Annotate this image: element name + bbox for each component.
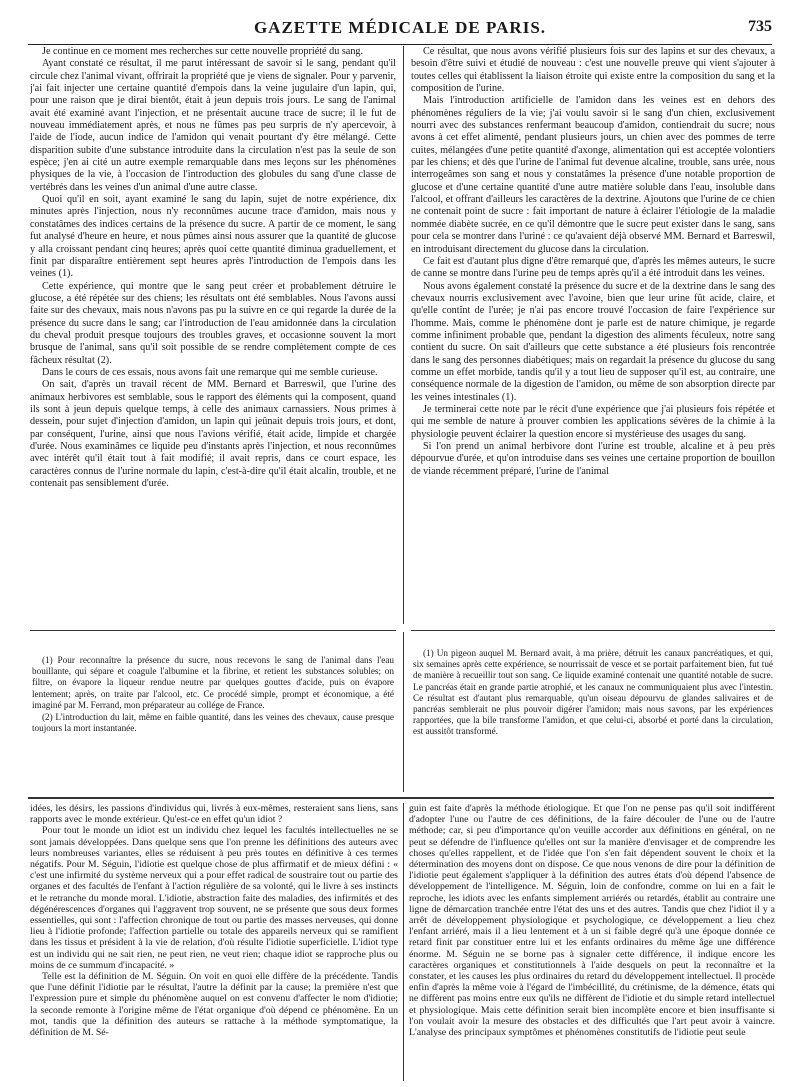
paragraph: Ce fait est d'autant plus digne d'être remarqué que, d'après les mêmes auteurs, le sucre de canne se montre dans l'urine peu de temps après qu'il a été introduit dans les veines. xyxy=(411,255,775,280)
footnote-rule-right xyxy=(411,630,775,631)
top-right-column xyxy=(411,46,775,624)
paragraph: Nous avons également constaté la présence du sucre et de la dextrine dans le sang des chevaux nourris exclusivement avec l'avoine, bien que leur urine fût acide, claire, et qu'elle contînt de l'urée; je n'ai pas encore trouvé l'occasion de faire l'expérience sur l'homme. Mais, comme le phénomène dont je parle est de nature chimique, je regarde comme infiniment probable que, pendant la digestion des aliments féculeux, notre sang contient du sucre. On sait d'ailleurs que cette substance a été plusieurs fois rencontrée dans le sang des personnes diabétiques; mais on regardait la présence du glucose du sang comme un effet morbide, tandis qu'il y a tout lieu de supposer qu'il est, au contraire, une conséquence normale de la digestion de l'amidon, ou même de son absorption directe par les veines intestinales (1). xyxy=(411,280,775,403)
paragraph: Cette expérience, qui montre que le sang peut créer et probablement détruire le glucose, a été répétée sur des chiens; les résultats ont été semblables. Nous l'avons aussi faite sur des chevaux, mais nous n'avons pas pu la suivre en ce qui regarde la durée de la présence du sucre dans le sang; car l'introduction de l'eau amidonnée dans la circulation du cheval produit presque toujours des troubles graves, et occasionne souvent la mort brusque de l'animal, sans qu'il soit possible de se rendre complètement compte de ces fâcheux résultat (2). xyxy=(30,280,396,366)
footnote: (2) L'introduction du lait, même en faible quantité, dans les veines des chevaux, cause presque toujours la mort instantanée. xyxy=(32,712,394,734)
column-divider-bottom xyxy=(403,803,404,1081)
paragraph: Pour tout le monde un idiot est un individu chez lequel les facultés intellectuelles ne se sont jamais développées. Dans quelque sens que l'on prenne les définitions des auteurs avec leurs nombreuses variantes, elles se réduisent à peu près toutes en définitive à ces termes négatifs. Pour M. Séguin, l'idiotie est quelque chose de plus affirmatif et de mieux défini : « c'est une infirmité du système nerveux qui a pour effet radical de soustraire tout ou partie des organes et des facultés de l'enfant à l'action régulière de sa volonté, qui le livre à ses instincts et le retranche du monde moral. L'idiotie, abstraction faite des maladies, des infirmités et des dégénérescences d'organes qui l'aggravent trop souvent, ne se présente que sous deux formes essentielles, qui sont : l'affection chronique de tout ou partie des masses nerveuses, qui donne lieu à l'idiotie profonde; l'affection partielle ou totale des appareils nerveux qui se ramifient dans les tissus et président à la vie de relation, d'où résulte l'idiotie superficielle. L'idiot type est un individu qui ne sait rien, ne peut rien, ne veut rien; chaque idiot se rapproche plus ou moins de ce summum d'incapacité. » xyxy=(30,825,398,971)
section-rule xyxy=(28,797,774,799)
footnote: (1) Un pigeon auquel M. Bernard avait, à ma prière, détruit les canaux pancréatiques, et qui, six semaines après cette expérience, se nourrissait de vesce et se portait parfaitement bien, fut tué de manière à recueillir tout son sang. Ce liquide examiné contenait une quantité notable de sucre. Le pancréas était en grande partie atrophié, et les canaux ne communiquaient plus avec l'intestin. Ce résultat est d'autant plus remarquable, qu'un oiseau dépourvu de glandes salivaires et de pancréas semblerait ne plus pouvoir digérer l'amidon; mais nous savons, par les expériences rapportées, que la bile transforme l'amidon, et que celui-ci, absorbé et porté dans la circulation, est aussitôt transformé. xyxy=(413,648,773,737)
paragraph: Mais l'introduction artificielle de l'amidon dans les veines est en dehors des phénomènes réguliers de la vie; j'ai voulu savoir si le sang d'un chien, exclusivement nourri avec des substances renfermant beaucoup d'amidon, contiendrait du sucre; nous avons à cet effet alimenté, pendant plusieurs jours, un chien avec des pommes de terre cuites, mélangées d'une petite quantité d'axonge, alimentation qui est acceptée volontiers par les chiens; et dès que l'urine de l'animal fut devenue alcaline, trouble, sans urée, nous interrogeâmes son sang et nous y constatâmes la présence d'une notable proportion de glucose et d'une certaine quantité d'une autre matière soluble dans l'eau, insoluble dans l'alcool, et offrant d'ailleurs les caractères de la dextrine. Ajoutons que l'urine de ce chien ne contenait point de sucre : fait important de nature à éclairer l'étiologie de la maladie nommée diabète sucrée, en ce qu'il démontre que le sucre peut exister dans le sang, sans pour cela se montrer dans l'uriné : ce qu'avaient déjà observé MM. Bernard et Barreswil, en introduisant directement du glucose dans la circulation. xyxy=(411,95,775,255)
column-divider-top xyxy=(403,46,404,624)
paragraph: idées, les désirs, les passions d'individus qui, livrés à eux-mêmes, resteraient sans liens, sans rapports avec le monde extérieur. Qu'est-ce en effet qu'un idiot ? xyxy=(30,803,398,826)
paragraph: Ayant constaté ce résultat, il me parut intéressant de savoir si le sang, pendant qu'il circule chez l'animal vivant, offrirait la propriété que je viens de signaler. Pour y parvenir, j'ai fait injecter une certaine quantité d'empois dans la veine jugulaire d'un lapin, qui, pour une raison que je dirai bientôt, était à jeun depuis trois jours. Le sang de l'animal avait été examiné avant l'injection, et ne présentait aucune trace de sucre; il le fut de nouveau immédiatement après, et nous ne fûmes pas peu surpris de n'y apercevoir, à l'aide de l'iode, aucun indice de l'amidon qui venait pourtant d'y être mélangé. Cette disparition subite d'une substance introduite dans la circulation n'est pas la seule de son espèce; j'en ai cité un autre exemple remarquable dans mes leçons sur les phénomènes physiques de la vie, à l'occasion de l'introduction des globules du sang d'une classe de vertébrés dans les veines d'un animal d'une autre classe. xyxy=(30,58,396,193)
paragraph: Je continue en ce moment mes recherches sur cette nouvelle propriété du sang. xyxy=(42,46,364,57)
paragraph: Je terminerai cette note par le récit d'une expérience que j'ai plusieurs fois répétée et qui me semble de nature à prouver combien les applications sévères de la chimie à la physiologie peuvent éclairer la question encore si mystérieuse des usages du sang. xyxy=(411,403,775,440)
top-left-column xyxy=(30,46,396,624)
paragraph: Dans le cours de ces essais, nous avons fait une remarque qui me semble curieuse. xyxy=(42,366,378,378)
paragraph: Quoi qu'il en soit, ayant examiné le sang du lapin, sujet de notre expérience, dix minutes après l'injection, nous n'y reconnûmes aucune trace d'amidon, mais nous y constatâmes des indices certains de la présence du sucre. A partir de ce moment, le sang fut analysé d'heure en heure, et nous pûmes ainsi nous assurer que la quantité de glucose y alla croissant pendant cinq heures; après quoi cette quantité diminua graduellement, et finit par disparaître entièrement sept heures après l'introduction de l'empois dans les veines (1). xyxy=(30,194,396,280)
footnote-rule-left xyxy=(30,630,396,631)
page-number: 735 xyxy=(748,18,772,35)
paragraph: Ce résultat, que nous avons vérifié plusieurs fois sur des lapins et sur des chevaux, a besoin d'être suivi et étudié de nouveau : c'est une nouvelle preuve qui vient s'ajouter à toutes celles qui établissent la liaison étroite qui existe entre la composition du sang et la composition de l'urine. xyxy=(411,46,775,95)
footnote: (1) Pour reconnaître la présence du sucre, nous recevons le sang de l'animal dans l'eau bouillante, qui sépare et coagule l'albumine et la fibrine, et retient les substances solubles; on filtre, on évapore la liqueur rendue neutre par quelques gouttes d'acide, puis on évapore lentement; après, on traite par l'alcool, etc. Ce procédé simple, prompt et économique, a été imaginé par M. Ferrand, mon préparateur au collége de France. xyxy=(32,655,394,710)
journal-title: GAZETTE MÉDICALE DE PARIS. xyxy=(253,18,547,37)
bottom-right-column xyxy=(409,803,775,1081)
paragraph: Telle est la définition de M. Séguin. On voit en quoi elle diffère de la précédente. Tandis que l'une définit l'idiotie par le résultat, l'autre la définit par la cause; la première n'est que l'expression pure et simple du phénomène auquel on est convenu d'affecter le nom d'idiotie; la seconde remonte à l'origine même de l'état organique d'où dépend ce phénomène. En un mot, tandis que la définition des auteurs se rattache à la méthode symptomatique, la définition de M. Sé- xyxy=(30,971,398,1039)
paragraph: guin est faite d'après la méthode étiologique. Et que l'on ne pense pas qu'il soit indifférent d'adopter l'une ou l'autre de ces définitions, de la faire découler de l'une ou de l'autre méthode; car, si peu d'importance qu'on veuille accorder aux définitions en général, on ne peut se défendre de l'influence qu'elles ont sur la manière d'envisager et de comprendre les choses qu'elles rappellent, et de l'idée que l'on s'en fait dépendent souvent le choix et la détermination des moyens dont on dispose. Ce que nous venons de dire pour la définition de l'idiotie peut également s'appliquer à la définition des autres états d'où dépend l'absence de développement de l'intelligence. M. Séguin, loin de confondre, comme on lui en a fait le reproche, les idiots avec les enfants simplement arriérés ou retardés, établit au contraire une ligne de démarcation tranchée entre l'état des uns et des autres. Tandis que chez l'idiot il y a arrêt de développement physiologique et psychologique, ce développement a lieu chez l'enfant arriéré, mais il a lieu lentement et à un si faible degré qu'à une époque donnée ce retard finit par constituer entre lui et les enfants ordinaires du même âge une différence énorme. M. Séguin ne se borne pas à signaler cette différence, il indique encore les caractères organiques et constitutionnels à l'aide desquels on peut la reconnaître et la constater, et les causes les plus ordinaires du retard du développement intellectuel. Il procède enfin d'après la même voie à l'égard de l'imbécillité, du crétinisme, de la démence, états qui ne diffèrent pas moins entre eux qu'ils ne diffèrent de l'idiotie et du simple retard intellectuel et physiologique. Mais cette définition serait bien incomplète encore et bien insuffisante si l'on voulait avoir la mesure des obstacles et des difficultés que l'art peut avoir à vaincre. L'analyse des principaux symptômes et phénomènes constitutifs de l'idiotie peut seule xyxy=(409,803,775,1039)
footnotes-left xyxy=(32,655,394,785)
column-divider-notes xyxy=(403,632,404,792)
paragraph: Si l'on prend un animal herbivore dont l'urine est trouble, alcaline et à peu près dépourvue d'urée, et qu'on introduise dans ses veines une certaine proportion de bouillon de viande récemment préparé, l'urine de l'animal xyxy=(411,441,775,477)
page-header xyxy=(28,14,772,45)
paragraph: On sait, d'après un travail récent de MM. Bernard et Barreswil, que l'urine des animaux herbivores est semblable, sous le rapport des éléments qui la composent, quand ils sont à jeun depuis quelque temps, à celle des animaux carnassiers. Nous primes à dessein, pour sujet d'injection d'amidon, un lapin qui jeûnait depuis trois jours, et dont, par conséquent, l'urine, ainsi que nous l'avions vérifié, était acide, limpide et chargée d'urée. Nous examinâmes ce liquide peu d'instants après l'injection, et nous reconnûmes avec intérêt qu'il était tout à fait modifié; il avait repris, dans ce court espace, les caractères connus de l'urine normale du lapin, c'est-à-dire qu'il était alcalin, trouble, et ne contenait pas sensiblement d'urée. xyxy=(30,379,396,490)
footnotes-right xyxy=(413,648,773,788)
bottom-left-column xyxy=(30,803,398,1081)
